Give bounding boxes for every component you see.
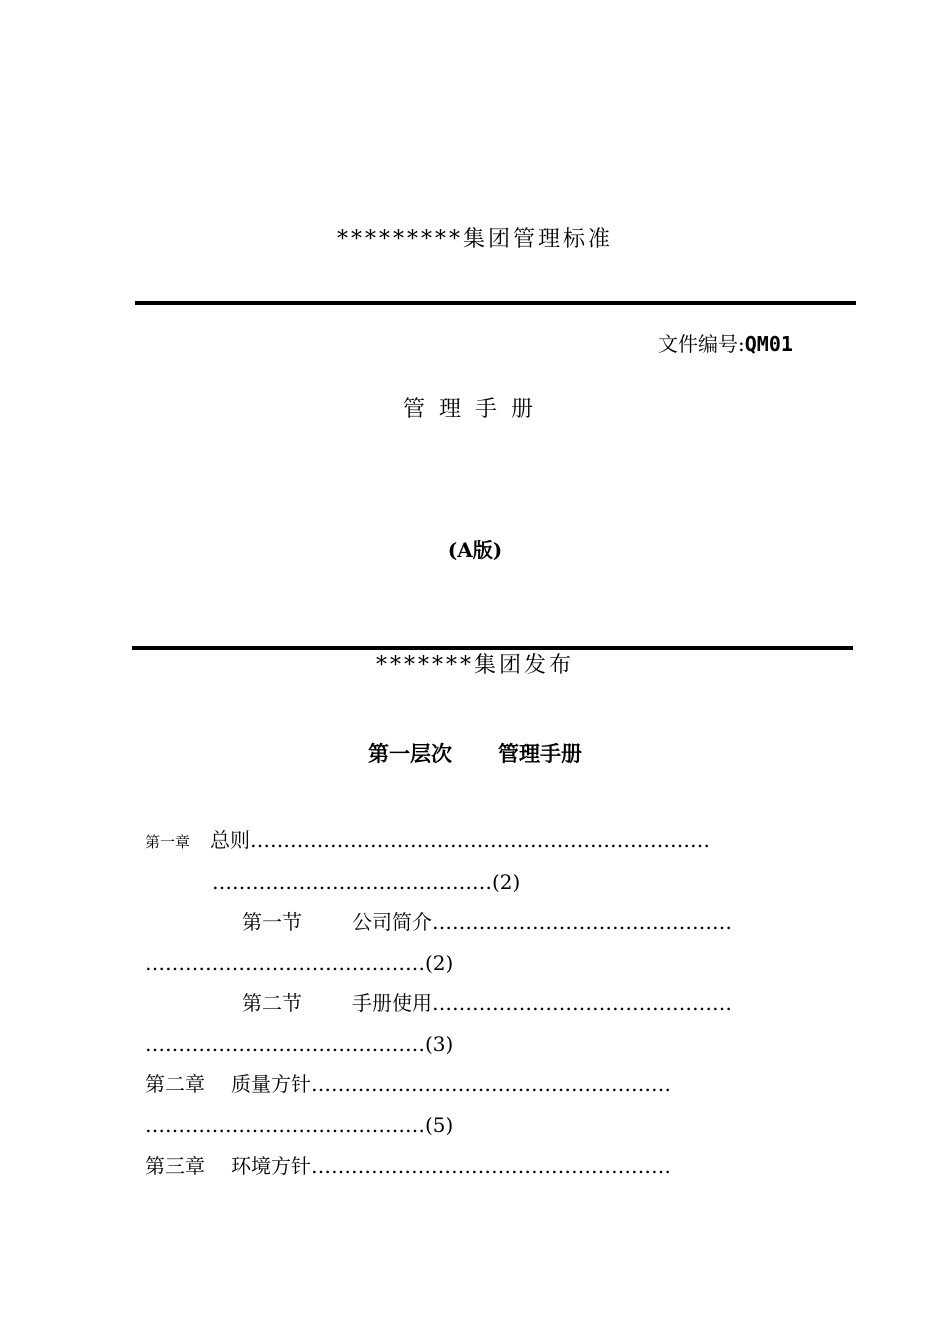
- toc-page: (5): [425, 1113, 454, 1137]
- manual-title: 管理手册: [402, 397, 547, 422]
- toc-page: (3): [425, 1032, 454, 1056]
- toc-page: (2): [425, 951, 454, 975]
- section-heading-left: 第一层次: [368, 741, 452, 766]
- toc-item-2[interactable]: [242, 910, 732, 934]
- toc-dots: ……………………………………: [212, 870, 492, 894]
- toc-prefix: 第三章: [145, 1154, 205, 1178]
- toc-prefix: 第一章: [145, 833, 191, 851]
- toc-dots: ………………………………………: [432, 991, 732, 1015]
- file-number-label: 文件编号:: [658, 332, 745, 356]
- toc-item-4-cont[interactable]: [145, 1113, 453, 1137]
- toc-item-1[interactable]: [145, 828, 710, 854]
- toc-dots: ………………………………………………: [311, 1072, 671, 1096]
- toc-title: 手册使用: [352, 991, 432, 1015]
- file-number-code: QM01: [744, 332, 793, 356]
- toc-dots: ……………………………………: [145, 1032, 425, 1056]
- toc-item-3-cont[interactable]: [145, 1032, 453, 1056]
- toc-item-1-cont[interactable]: [212, 870, 520, 894]
- toc-page: (2): [492, 870, 521, 894]
- toc-title: 质量方针: [231, 1072, 311, 1096]
- toc-dots: ………………………………………………: [311, 1154, 671, 1178]
- toc-title: 公司简介: [352, 910, 432, 934]
- header-title: *********集团管理标准: [336, 227, 613, 252]
- toc-prefix: 第二章: [145, 1072, 205, 1096]
- file-number: [658, 328, 793, 357]
- toc-prefix: 第二节: [242, 991, 302, 1015]
- toc-title: 环境方针: [231, 1154, 311, 1178]
- toc-dots: ……………………………………: [145, 1113, 425, 1137]
- toc-item-3[interactable]: [242, 991, 732, 1015]
- toc-item-2-cont[interactable]: [145, 951, 453, 975]
- toc-prefix: 第一节: [242, 910, 302, 934]
- top-rule: [135, 301, 856, 305]
- toc-item-5[interactable]: [145, 1154, 671, 1178]
- toc-dots: ………………………………………: [432, 910, 732, 934]
- publisher: *******集团发布: [375, 653, 574, 678]
- section-heading: [0, 738, 950, 768]
- section-heading-right: 管理手册: [498, 741, 582, 766]
- toc-title: 总则: [210, 828, 251, 852]
- edition-label: (A版): [447, 538, 503, 562]
- toc-dots: ……………………………………………………………: [250, 828, 711, 852]
- toc-dots: ……………………………………: [145, 951, 425, 975]
- toc-item-4[interactable]: [145, 1072, 671, 1096]
